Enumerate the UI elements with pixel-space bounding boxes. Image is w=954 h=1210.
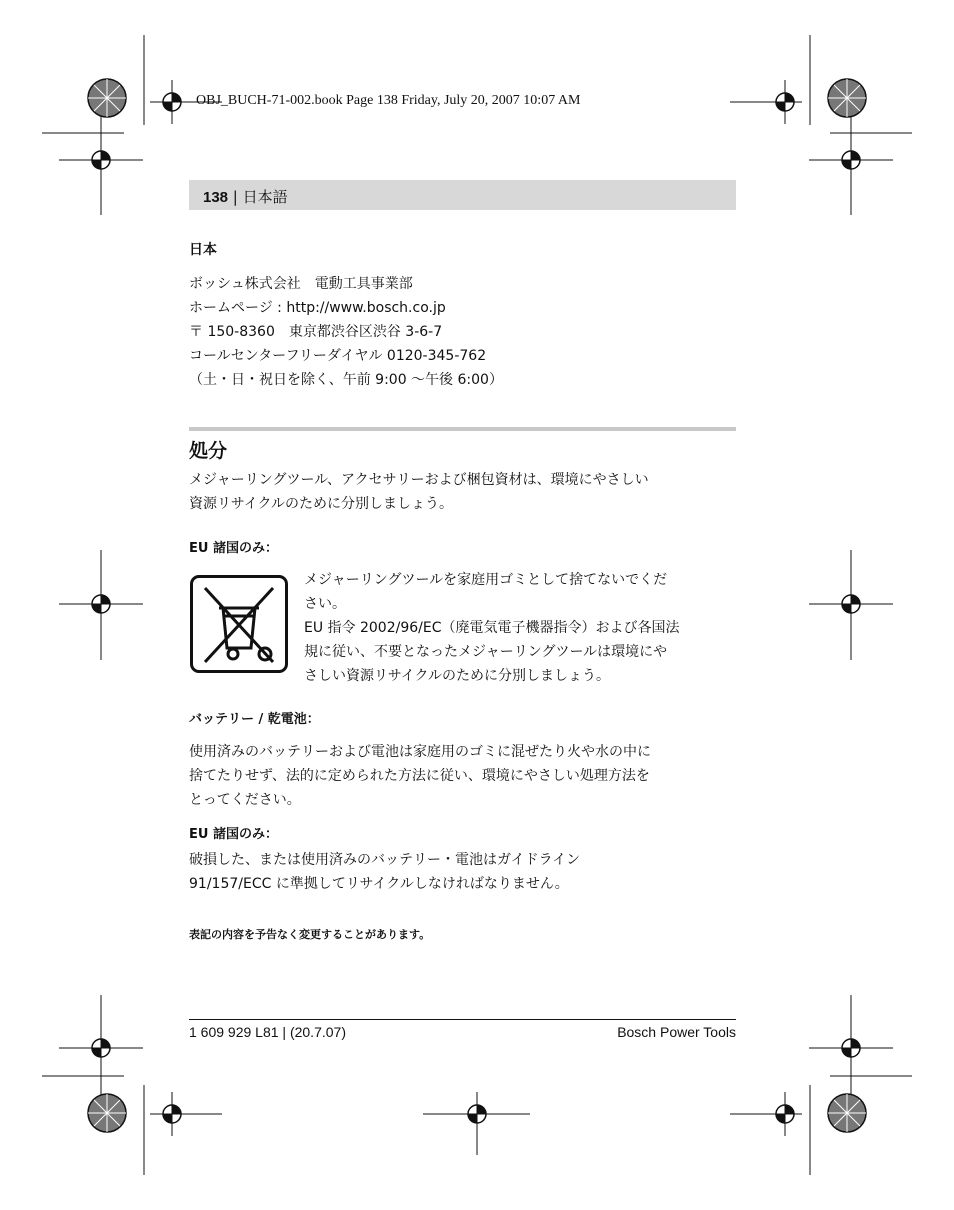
eu-only-label: EU 諸国のみ： (189, 541, 278, 556)
intro-line: 資源リサイクルのために分別しましょう。 (189, 496, 454, 512)
header-separator: | (228, 188, 243, 206)
weee-text (304, 568, 680, 688)
contact-line: コールセンターフリーダイヤル 0120-345-762 (189, 348, 487, 364)
star-target-tl (88, 79, 126, 117)
weee-bin-icon (190, 575, 288, 673)
section-heading: 処分 (189, 440, 228, 462)
battery-eu-line: 破損した、または使用済みのバッテリー・電池はガイドライン (189, 852, 581, 868)
change-notice: 表記の内容を予告なく変更することがあります。 (189, 928, 431, 941)
disposal-intro (189, 468, 649, 516)
section-divider (189, 427, 736, 431)
footer-doc-number: 1 609 929 L81 | (20.7.07) (189, 1024, 346, 1040)
contact-block (189, 238, 503, 392)
country-heading: 日本 (189, 242, 217, 258)
header-language: 日本語 (242, 188, 288, 206)
footer-rule (189, 1019, 736, 1020)
contact-line: （土・日・祝日を除く、午前 9:00 〜午後 6:00） (189, 372, 503, 388)
battery-eu-line: 91/157/ECC に準拠してリサイクルしなければなりません。 (189, 876, 569, 892)
contact-line: ホームページ : http://www.bosch.co.jp (189, 300, 446, 316)
weee-line: メジャーリングツールを家庭用ゴミとして捨てないでくだ (304, 572, 668, 588)
intro-line: メジャーリングツール、アクセサリーおよび梱包資材は、環境にやさしい (189, 472, 649, 488)
contact-line: ボッシュ株式会社 電動工具事業部 (189, 276, 413, 292)
weee-line: 規に従い、不要となったメジャーリングツールは環境にや (304, 644, 668, 660)
weee-line: さい。 (304, 596, 346, 612)
battery-heading: バッテリー / 乾電池： (189, 712, 320, 727)
battery-text (189, 740, 651, 812)
weee-line: さしい資源リサイクルのために分別しましょう。 (304, 668, 611, 684)
battery-line: とってください。 (189, 792, 301, 808)
star-target-bl (88, 1094, 126, 1132)
contact-line: 〒 150-8360 東京都渋谷区渋谷 3-6-7 (189, 324, 443, 340)
page-number: 138 (203, 189, 229, 206)
battery-eu-text (189, 848, 580, 896)
battery-eu-label: EU 諸国のみ： (189, 827, 278, 842)
battery-line: 捨てたりせず、法的に定められた方法に従い、環境にやさしい処理方法を (189, 768, 650, 784)
star-target-br (828, 1094, 866, 1132)
battery-line: 使用済みのバッテリーおよび電池は家庭用のゴミに混ぜたり火や水の中に (189, 744, 651, 760)
star-target-tr (828, 79, 866, 117)
footer-brand: Bosch Power Tools (617, 1024, 736, 1040)
running-header (189, 180, 736, 210)
print-slug: OBJ_BUCH-71-002.book Page 138 Friday, July 20, 2007 10:07 AM (196, 93, 581, 108)
weee-line: EU 指令 2002/96/EC（廃電気電子機器指令）および各国法 (304, 620, 680, 636)
